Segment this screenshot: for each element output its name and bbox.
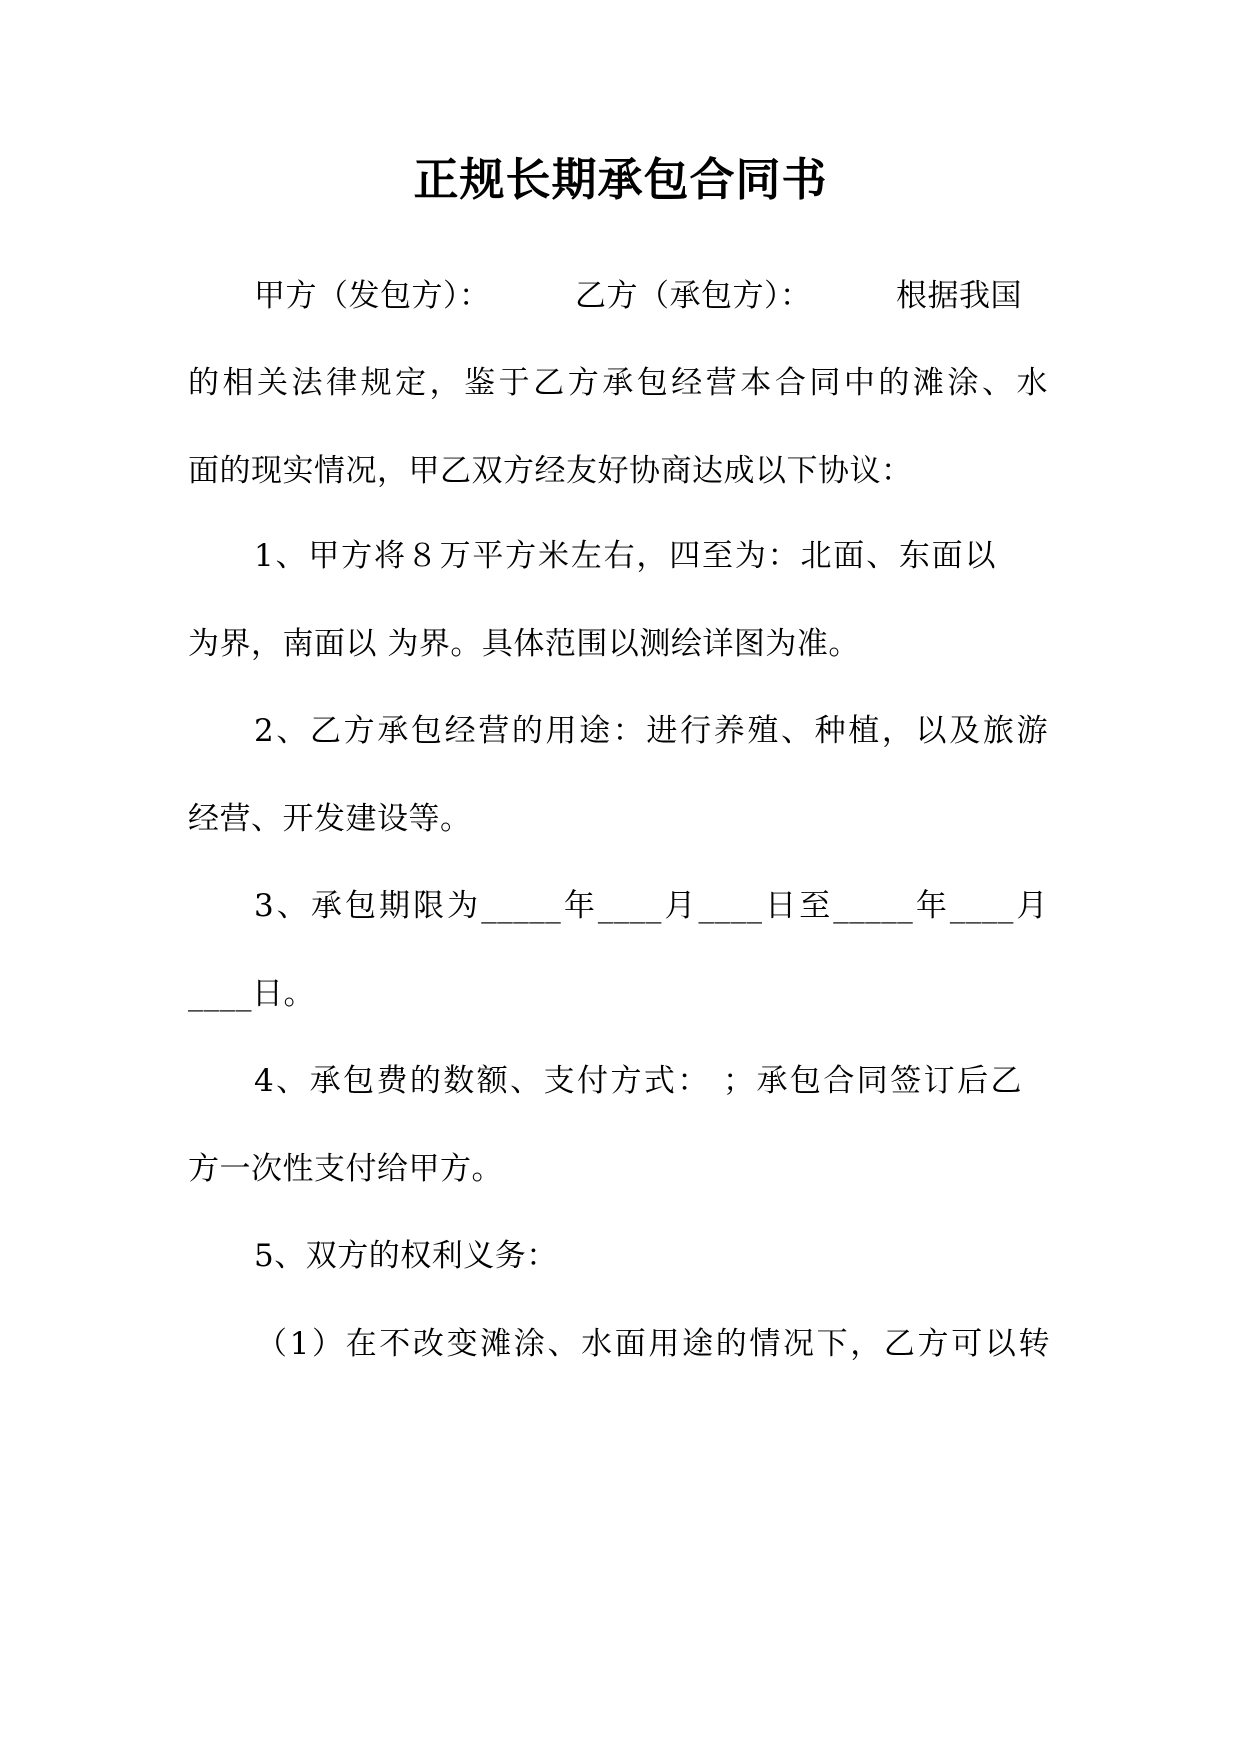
preamble-line-2: 的相关法律规定，鉴于乙方承包经营本合同中的滩涂、水 — [188, 365, 1048, 401]
party-b-label: 乙方（承包方）： — [575, 278, 812, 314]
clause-2-line-2: 经营、开发建设等。 — [188, 801, 472, 837]
clause-4-line-2: 方一次性支付给甲方。 — [188, 1151, 503, 1187]
parties-line — [254, 276, 1022, 316]
clause-5-item-1: （1）在不改变滩涂、水面用途的情况下，乙方可以转 — [256, 1326, 1050, 1362]
preamble-line-3: 面的现实情况，甲乙双方经友好协商达成以下协议： — [188, 453, 913, 489]
clause-1-line-2: 为界，南面以 为界。具体范围以测绘详图为准。 — [188, 626, 860, 662]
clause-3-line-1: 3、承包期限为_____年____月____日至_____年____月 — [254, 888, 1048, 924]
clause-4-line-1: 4、承包费的数额、支付方式： ；承包合同签订后乙 — [254, 1063, 1022, 1099]
clause-3-line-2: ____日。 — [188, 976, 315, 1012]
party-a-label: 甲方（发包方）： — [254, 278, 491, 314]
clause-5-heading: 5、双方的权利义务： — [254, 1238, 558, 1274]
clause-1-line-1: 1、甲方将８万平方米左右，四至为：北面、东面以 — [254, 538, 996, 574]
document-title: 正规长期承包合同书 — [413, 153, 828, 206]
clause-2-line-1: 2、乙方承包经营的用途：进行养殖、种植，以及旅游 — [254, 713, 1048, 749]
preamble-start: 根据我国 — [896, 278, 1022, 314]
